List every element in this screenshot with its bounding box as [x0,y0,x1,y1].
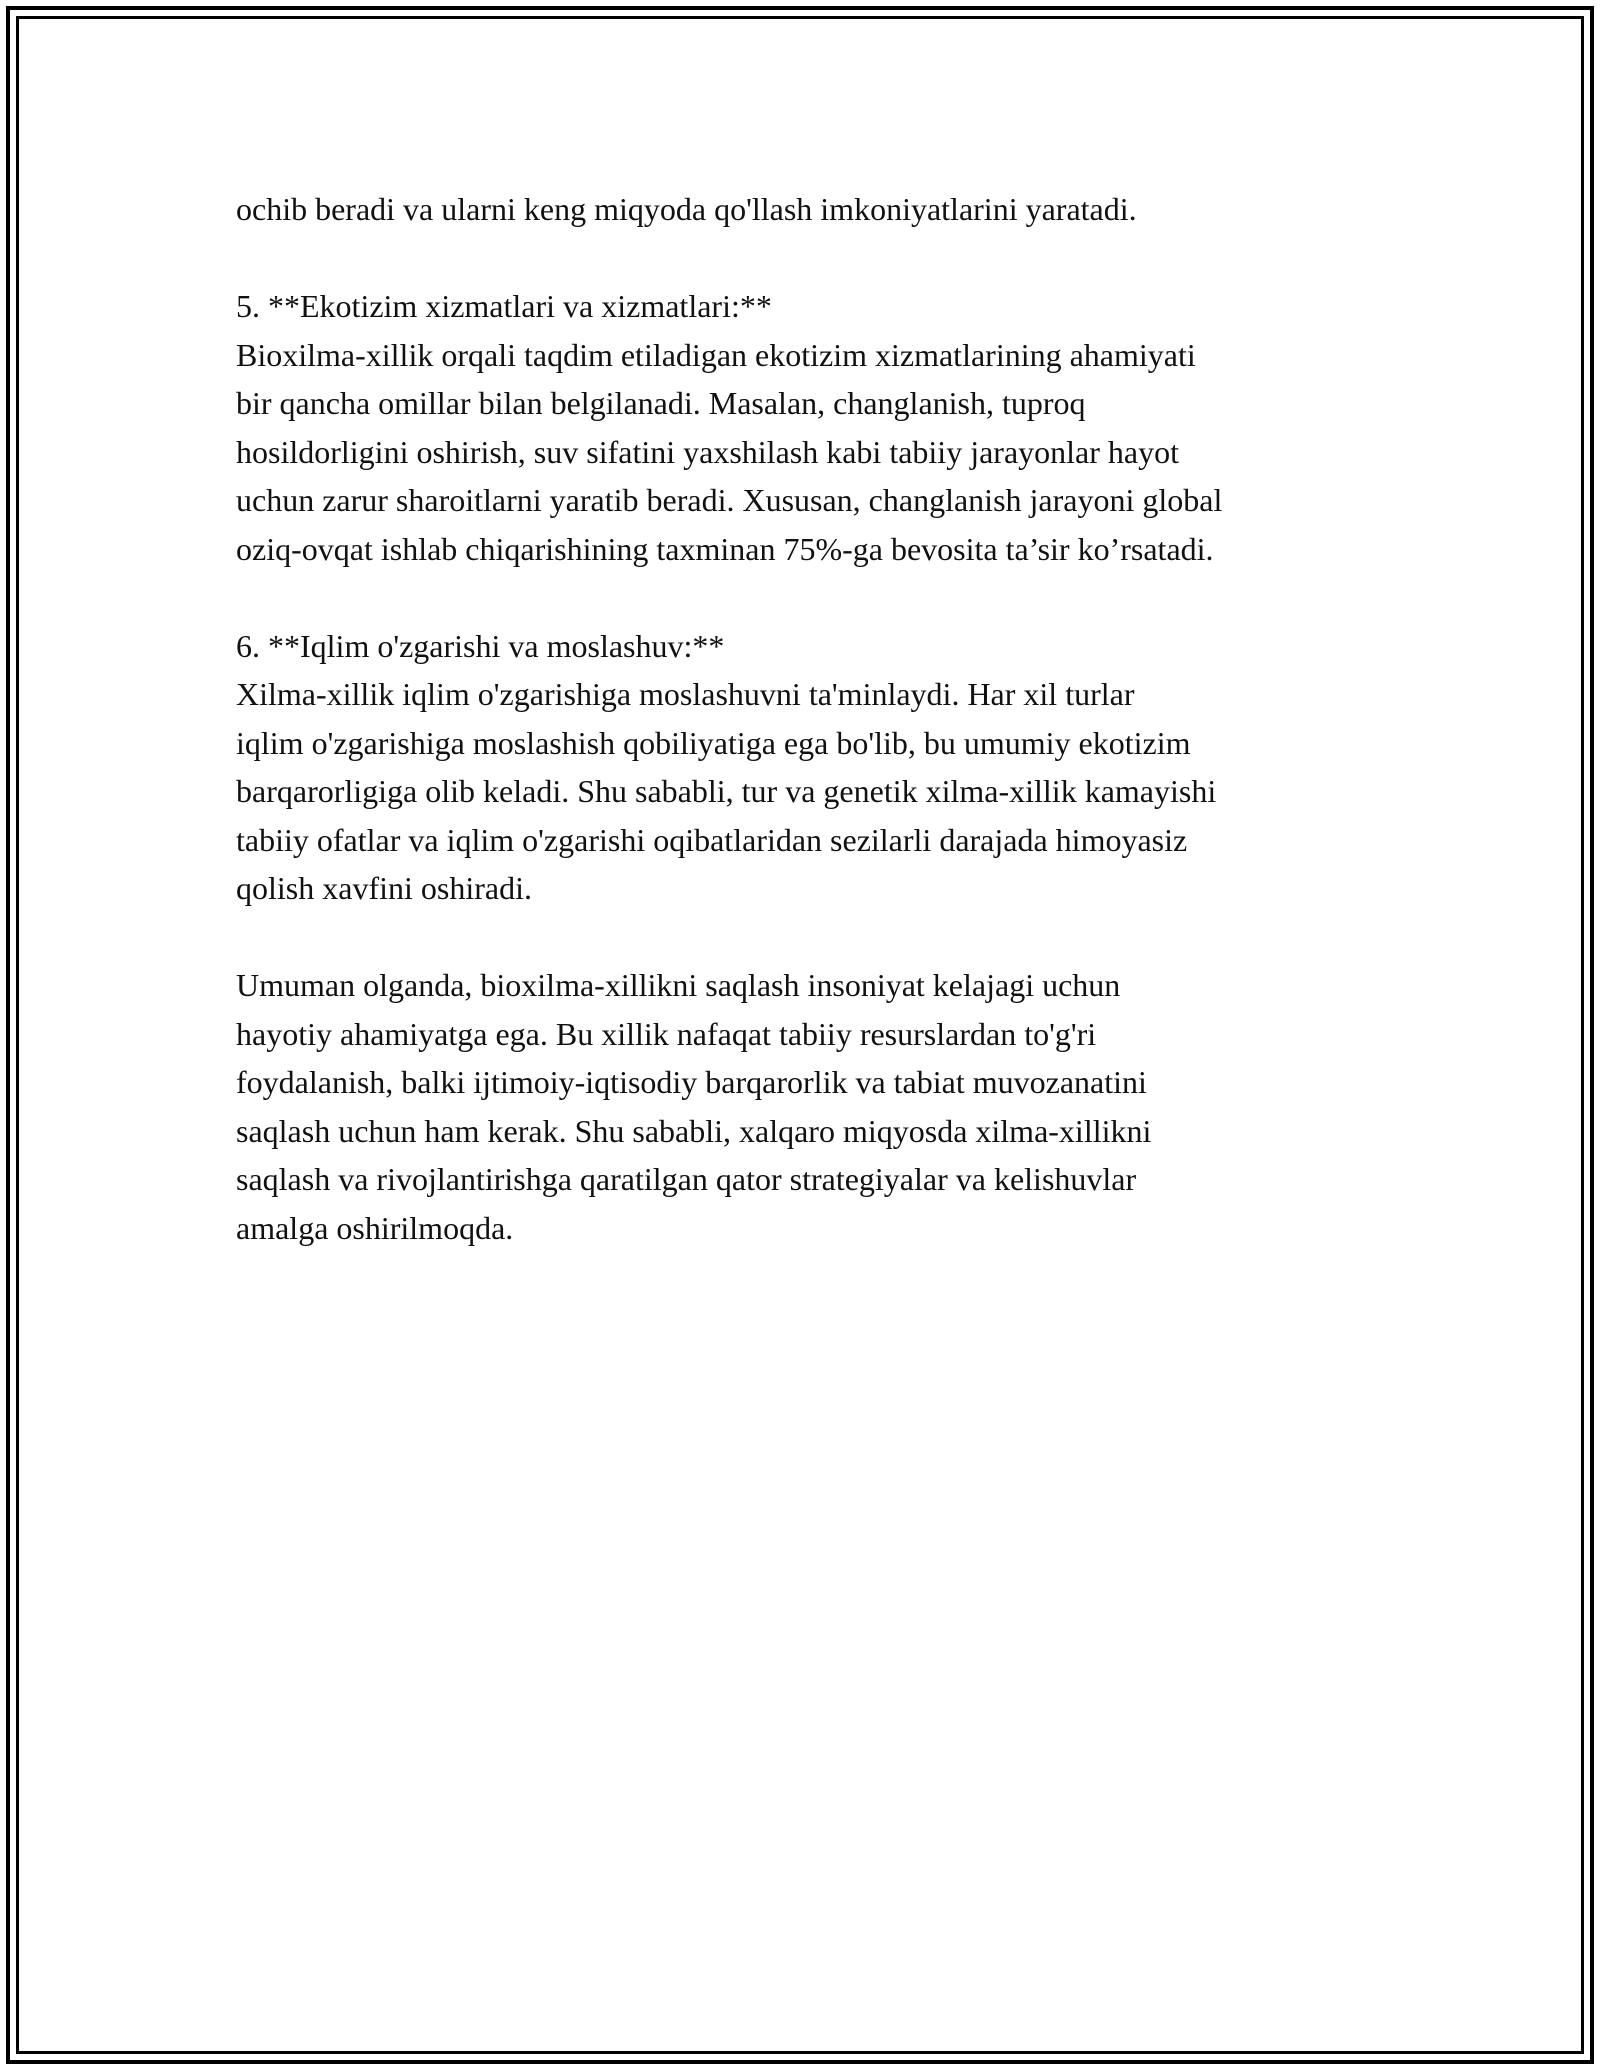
paragraph-gap [236,913,1386,962]
paragraph-gap [236,573,1386,622]
conclusion-paragraph: Umuman olganda, bioxilma-xillikni saqlash insoniyat kelajagi uchun hayotiy ahamiyatga ega. Bu xillik nafaqat tabiiy resurslardan to'g'ri foydalanish, balki ijtimoiy-iqtisodiy barqarorlik va tabiat muvozanatini saqlash uchun ham kerak. Shu sababli, xalqaro miqyosda xilma-xillikni saqlash va rivojlantirishga qaratilgan qator strategiyalar va kelishuvlar amalga oshirilmoqda. [236,967,1152,1246]
continuation-paragraph: ochib beradi va ularni keng miqyoda qo'llash imkoniyatlarini yaratadi. [236,191,1137,227]
section-6-heading: 6. **Iqlim o'zgarishi va moslashuv:** [236,627,725,664]
paragraph-gap [236,234,1386,283]
document-body [236,185,1386,1252]
section-5-heading: 5. **Ekotizim xizmatlari va xizmatlari:** [236,288,772,324]
section-6-body: Xilma-xillik iqlim o'zgarishiga moslashuvni ta'minlaydi. Har xil turlar iqlim o'zgarishiga moslashish qobiliyatiga ega bo'lib, bu umumiy ekotizim barqarorligiga olib keladi. Shu sababli, tur va genetik xilma-xillik kamayishi tabiiy ofatlar va iqlim o'zgarishi oqibatlaridan sezilarli darajada himoyasiz qolish xavfini oshiradi. [236,676,1217,906]
section-5-body: Bioxilma-xillik orqali taqdim etiladigan ekotizim xizmatlarining ahamiyati bir qancha omillar bilan belgilanadi. Masalan, changlanish, tuproq hosildorligini oshirish, suv sifatini yaxshilash kabi tabiiy jarayonlar hayot uchun zarur sharoitlarni yaratib beradi. Xususan, changlanish jarayoni global oziq-ovqat ishlab chiqarishining taxminan 75%-ga bevosita ta’sir ko’rsatadi. [236,336,1223,567]
